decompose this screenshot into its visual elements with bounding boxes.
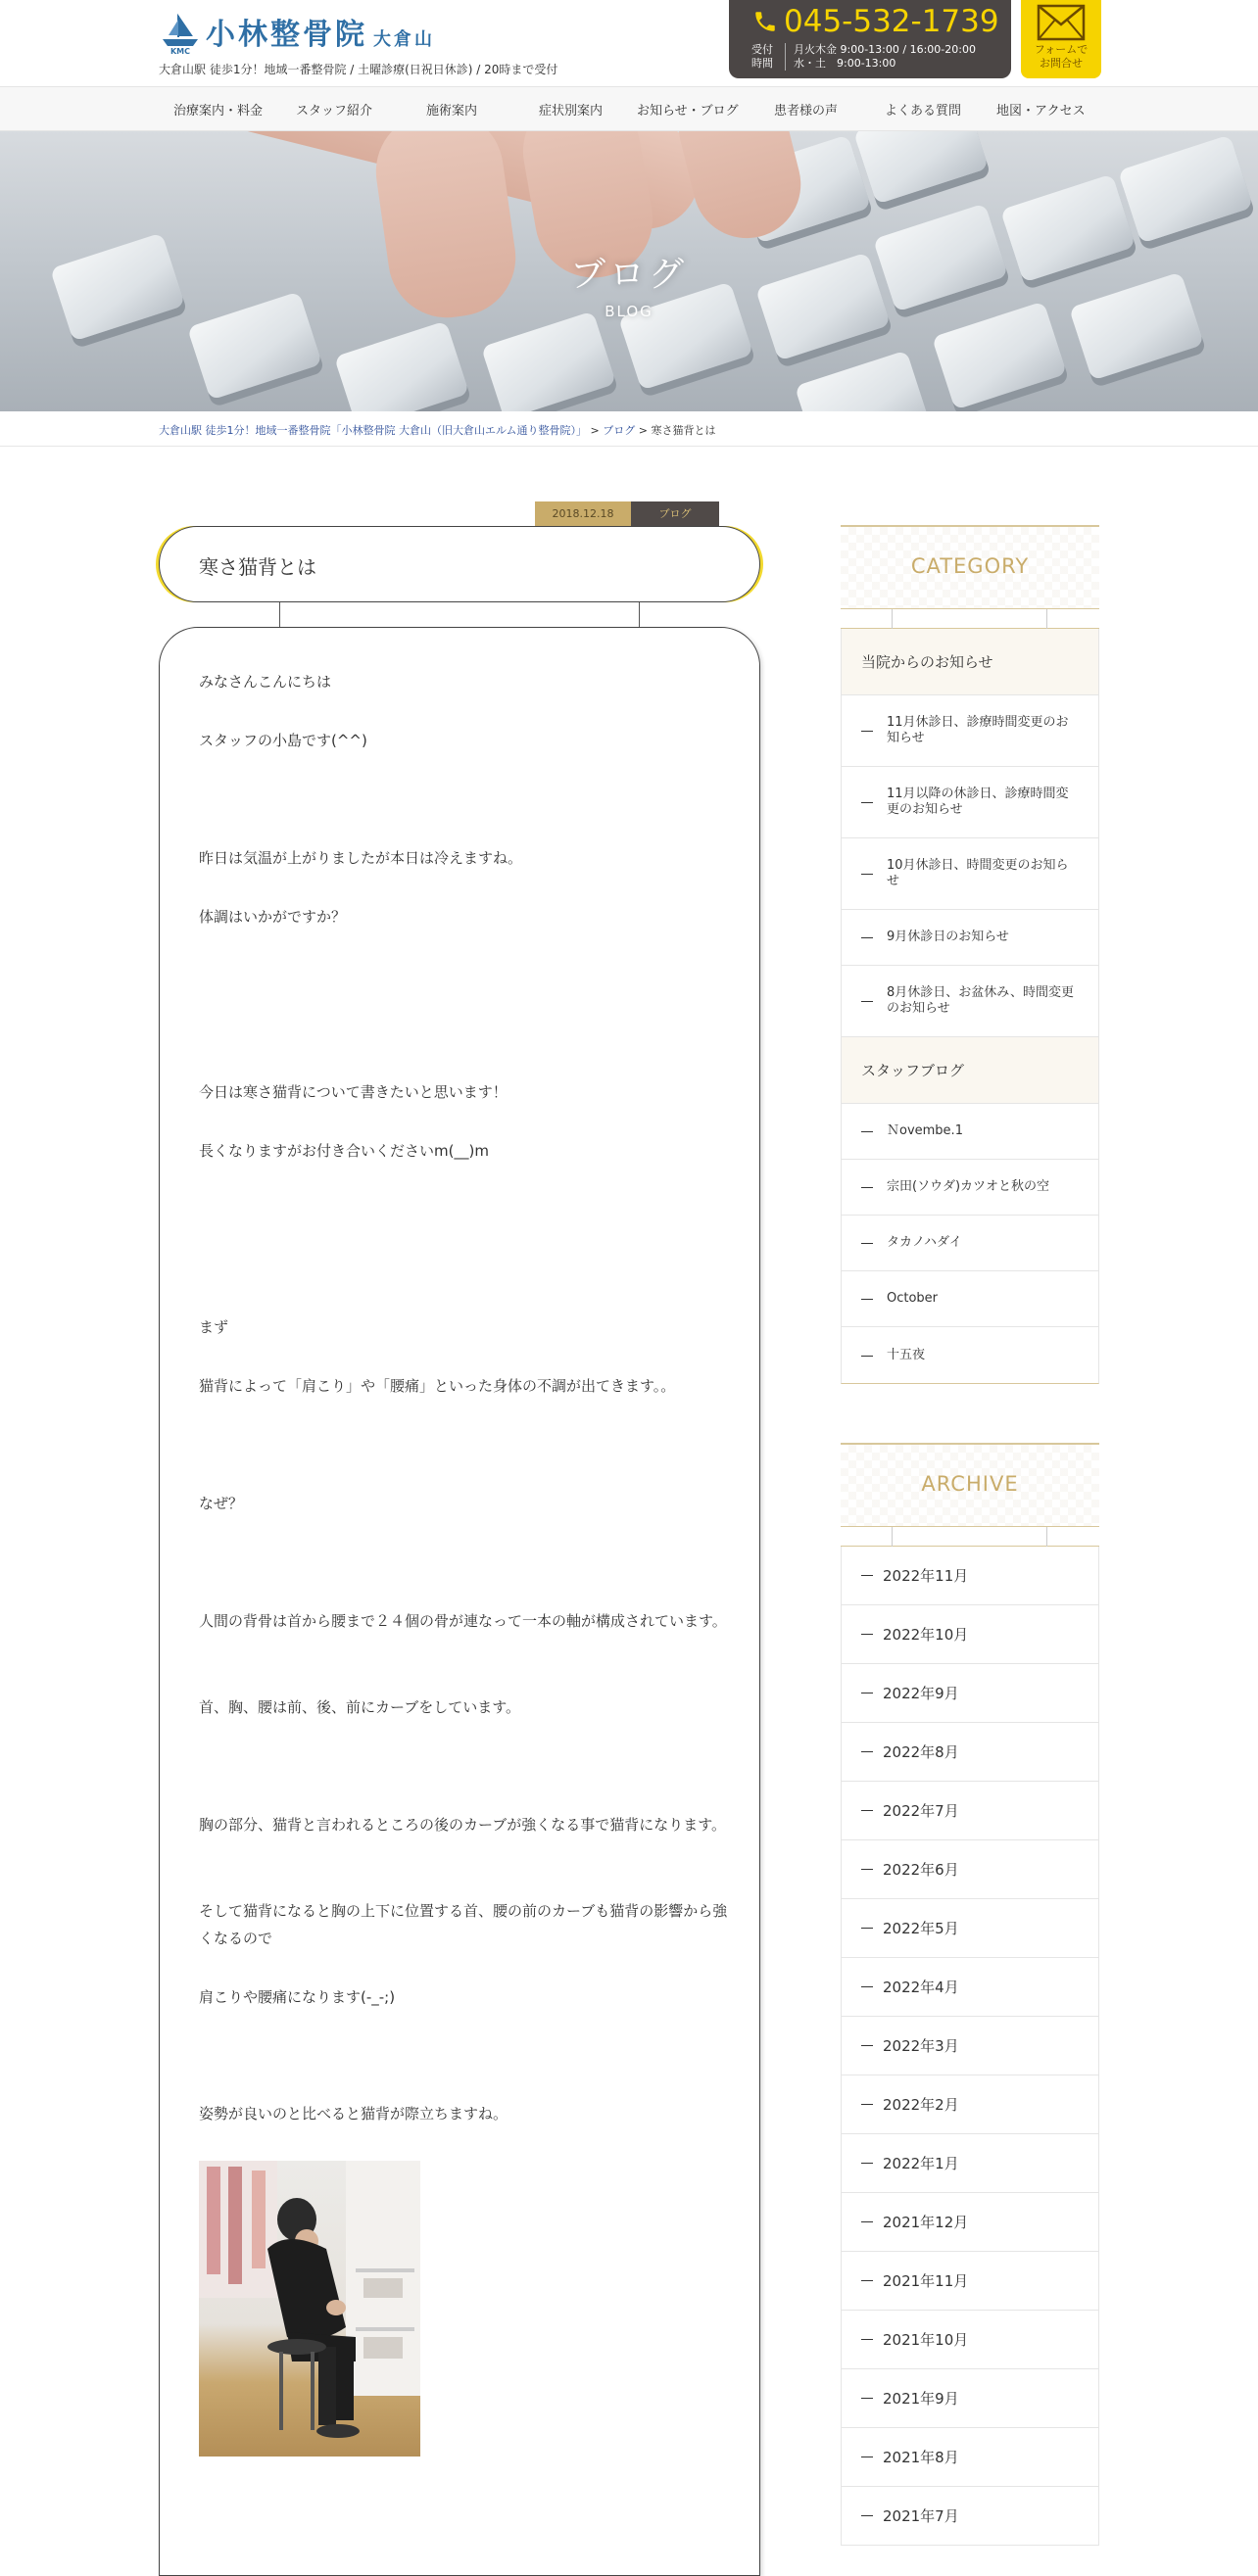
contact-form-button[interactable] (1021, 0, 1101, 78)
tel-number[interactable]: 045-532-1739 (784, 4, 999, 39)
archive-heading: ARCHIVE (921, 1472, 1019, 1496)
breadcrumb-current: 寒さ猫背とは (651, 424, 716, 437)
archive-item[interactable]: 2021年8月 (842, 2428, 1098, 2487)
post-photo (199, 2161, 420, 2457)
archive-item[interactable]: 2022年9月 (842, 1664, 1098, 1723)
nav-item-voices[interactable]: 患者様の声 (774, 104, 839, 119)
logo-mark-text: KMC (169, 47, 191, 55)
hero-banner (0, 131, 1258, 411)
category-item[interactable]: タカノハダイ (842, 1216, 1098, 1271)
tel-box[interactable] (729, 0, 1011, 78)
title-connector (639, 602, 640, 628)
category-heading-legs (841, 609, 1099, 629)
category-group-notice[interactable]: 当院からのお知らせ (842, 629, 1098, 695)
post-title: 寒さ猫背とは (199, 555, 316, 579)
category-item[interactable]: 十五夜 (842, 1327, 1098, 1383)
global-nav (0, 86, 1258, 131)
category-item[interactable]: 11月休診日、診療時間変更のお知らせ (842, 695, 1098, 767)
post-paragraph: なぜ？ (199, 1495, 244, 1512)
post-paragraph: まず (199, 1318, 229, 1336)
tel-hours (794, 43, 976, 71)
post-paragraph: 体調はいかがですか？ (199, 908, 347, 926)
post-body (159, 627, 760, 2576)
breadcrumb (0, 411, 1258, 447)
category-item[interactable]: 9月休診日のお知らせ (842, 910, 1098, 966)
category-group-staff-blog[interactable]: スタッフブログ (842, 1037, 1098, 1104)
category-item[interactable]: 8月休診日、お盆休み、時間変更のお知らせ (842, 966, 1098, 1037)
nav-item-staff[interactable]: スタッフ紹介 (296, 104, 373, 119)
archive-item[interactable]: 2022年10月 (842, 1605, 1098, 1664)
mail-icon (1037, 4, 1086, 41)
title-connector (279, 602, 280, 628)
post-paragraph: 首、胸、腰は前、後、前にカーブをしています。 (199, 1698, 521, 1716)
post-paragraph: みなさんこんにちは (199, 673, 332, 691)
archive-heading-box (841, 1443, 1099, 1527)
archive-item[interactable]: 2022年5月 (842, 1899, 1098, 1958)
category-heading-box (841, 525, 1099, 609)
post-paragraph: スタッフの小島です(^^) (199, 732, 367, 749)
nav-item-faq[interactable]: よくある質問 (885, 104, 962, 119)
category-list (841, 629, 1099, 1384)
post-paragraph: 今日は寒さ猫背について書きたいと思います！ (199, 1083, 508, 1101)
archive-item[interactable]: 2022年8月 (842, 1723, 1098, 1782)
tel-number-wrap (752, 4, 999, 39)
nav-item-symptoms[interactable]: 症状別案内 (539, 104, 604, 119)
category-item[interactable]: 宗田(ソウダ)カツオと秋の空 (842, 1160, 1098, 1216)
nav-item-access[interactable]: 地図・アクセス (996, 104, 1086, 119)
tel-hours-label: 受付時間 (751, 43, 773, 70)
category-item[interactable]: October (842, 1271, 1098, 1327)
logo[interactable] (159, 12, 435, 55)
breadcrumb-home-link[interactable]: 大倉山駅 徒歩1分！地域一番整骨院「小林整骨院 大倉山（旧大倉山エルム通り整骨院）」 (159, 424, 588, 437)
header-tagline: 大倉山駅 徒歩1分！地域一番整骨院 / 土曜診療(日祝日休診) / 20時まで受付 (159, 63, 558, 76)
phone-icon (752, 9, 778, 34)
breadcrumb-separator: > (587, 424, 604, 437)
post-paragraph: 胸の部分、猫背と言われるところの後のカーブが強くなる事で猫背になります。 (199, 1816, 727, 1834)
logo-sub-text: 大倉山 (373, 29, 435, 50)
tel-divider (785, 43, 786, 71)
archive-item[interactable]: 2022年6月 (842, 1840, 1098, 1899)
post-paragraph: 肩こりや腰痛になります(-_-;) (199, 1988, 396, 2006)
hours-line-2: 水・土 9:00-13:00 (794, 57, 896, 70)
archive-item[interactable]: 2022年2月 (842, 2075, 1098, 2134)
breadcrumb-blog-link[interactable]: ブログ (603, 424, 636, 437)
post-date: 2018.12.18 (535, 501, 631, 527)
post-category-badge[interactable]: ブログ (631, 501, 719, 527)
post-paragraph: 昨日は気温が上がりましたが本日は冷えますね。 (199, 849, 523, 867)
archive-item[interactable]: 2022年4月 (842, 1958, 1098, 2017)
post-paragraph: そして猫背になると胸の上下に位置する首、腰の前のカーブも猫背の影響から強くなるので (199, 1902, 728, 1947)
post-paragraph: 姿勢が良いのと比べると猫背が際立ちますね。 (199, 2105, 508, 2123)
archive-item[interactable]: 2021年9月 (842, 2369, 1098, 2428)
archive-heading-legs (841, 1527, 1099, 1547)
archive-list (841, 1547, 1099, 2546)
nav-item-services[interactable]: 施術案内 (426, 104, 478, 119)
archive-item[interactable]: 2022年7月 (842, 1782, 1098, 1840)
post-title-box (159, 526, 760, 602)
archive-item[interactable]: 2022年11月 (842, 1547, 1098, 1605)
nav-item-treatment[interactable]: 治療案内・料金 (173, 104, 264, 119)
nav-item-news-blog[interactable]: お知らせ・ブログ (637, 104, 739, 119)
contact-form-label (1021, 43, 1101, 71)
hero-title: ブログ (569, 255, 688, 295)
hours-line-1: 月火木金 9:00-13:00 / 16:00-20:00 (794, 43, 976, 56)
hero-subtitle: BLOG (605, 303, 653, 320)
logo-main-text: 小林整骨院 (206, 18, 367, 52)
archive-item[interactable]: 2021年12月 (842, 2193, 1098, 2252)
archive-item[interactable]: 2021年11月 (842, 2252, 1098, 2311)
archive-item[interactable]: 2022年1月 (842, 2134, 1098, 2193)
site-header (0, 0, 1258, 86)
contact-form-label-1: フォームで (1034, 43, 1089, 56)
post-paragraph: 猫背によって「肩こり」や「腰痛」といった身体の不調が出てきます。。 (199, 1377, 676, 1395)
archive-item[interactable]: 2021年10月 (842, 2311, 1098, 2369)
category-item[interactable]: 10月休診日、時間変更のお知らせ (842, 838, 1098, 910)
category-item[interactable]: Ｎovembe.1 (842, 1104, 1098, 1160)
breadcrumb-separator: > (635, 424, 652, 437)
archive-item[interactable]: 2022年3月 (842, 2017, 1098, 2075)
contact-form-label-2: お問合せ (1040, 57, 1083, 70)
logo-ship-icon (159, 12, 202, 55)
category-item[interactable]: 11月以降の休診日、診療時間変更のお知らせ (842, 767, 1098, 838)
category-heading: CATEGORY (910, 554, 1030, 578)
post-paragraph: 長くなりますがお付き合いくださいm(__)m (199, 1142, 489, 1160)
archive-item[interactable]: 2021年7月 (842, 2487, 1098, 2546)
post-paragraph: 人間の背骨は首から腰まで２４個の骨が連なって一本の軸が構成されています。 (199, 1612, 727, 1630)
